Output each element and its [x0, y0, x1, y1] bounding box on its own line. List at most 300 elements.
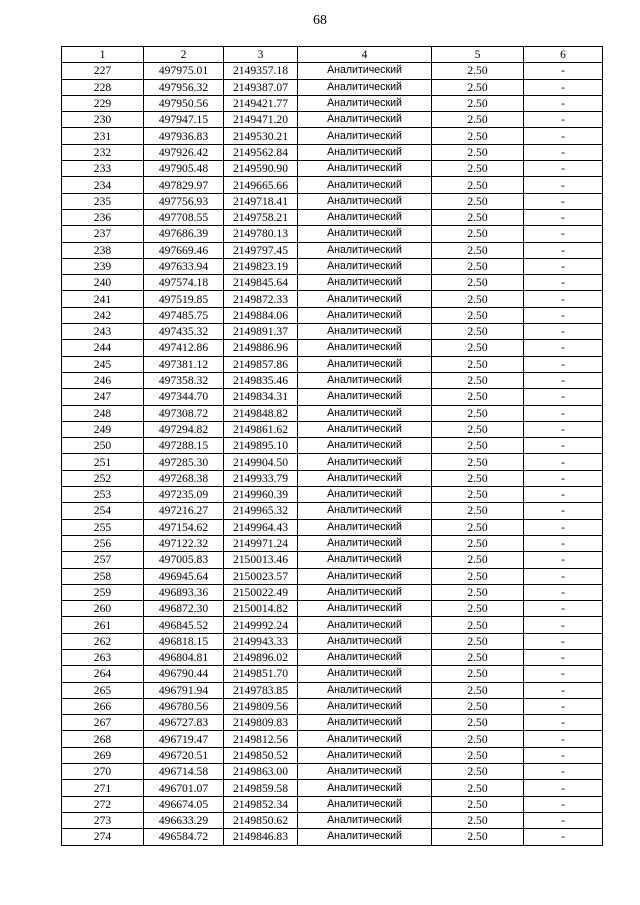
y-coordinate-cell: 2149718.41 — [224, 193, 298, 209]
y-coordinate-cell: 2149863.00 — [224, 764, 298, 780]
y-coordinate-cell: 2149857.86 — [224, 356, 298, 372]
point-number-cell: 248 — [62, 405, 144, 421]
description-cell: - — [524, 682, 603, 698]
y-coordinate-cell: 2150023.57 — [224, 568, 298, 584]
table-row — [62, 666, 603, 682]
method-cell: Аналитический — [298, 112, 432, 128]
point-number-cell: 254 — [62, 503, 144, 519]
y-coordinate-cell: 2149896.02 — [224, 649, 298, 665]
precision-cell: 2.50 — [432, 601, 524, 617]
point-number-cell: 268 — [62, 731, 144, 747]
precision-cell: 2.50 — [432, 584, 524, 600]
precision-cell: 2.50 — [432, 812, 524, 828]
precision-cell: 2.50 — [432, 258, 524, 274]
description-cell: - — [524, 780, 603, 796]
description-cell: - — [524, 649, 603, 665]
point-number-cell: 259 — [62, 584, 144, 600]
precision-cell: 2.50 — [432, 796, 524, 812]
point-number-cell: 269 — [62, 747, 144, 763]
table-row — [62, 340, 603, 356]
precision-cell: 2.50 — [432, 682, 524, 698]
method-cell: Аналитический — [298, 63, 432, 79]
column-header-3: 3 — [224, 47, 298, 63]
x-coordinate-cell: 497485.75 — [144, 307, 224, 323]
point-number-cell: 265 — [62, 682, 144, 698]
method-cell: Аналитический — [298, 584, 432, 600]
table-row — [62, 633, 603, 649]
y-coordinate-cell: 2149809.83 — [224, 715, 298, 731]
precision-cell: 2.50 — [432, 829, 524, 845]
point-number-cell: 231 — [62, 128, 144, 144]
point-number-cell: 247 — [62, 389, 144, 405]
x-coordinate-cell: 496701.07 — [144, 780, 224, 796]
y-coordinate-cell: 2149562.84 — [224, 144, 298, 160]
y-coordinate-cell: 2149852.34 — [224, 796, 298, 812]
point-number-cell: 257 — [62, 552, 144, 568]
precision-cell: 2.50 — [432, 405, 524, 421]
y-coordinate-cell: 2149809.56 — [224, 698, 298, 714]
table-row — [62, 649, 603, 665]
precision-cell: 2.50 — [432, 487, 524, 503]
description-cell: - — [524, 193, 603, 209]
method-cell: Аналитический — [298, 666, 432, 682]
point-number-cell: 252 — [62, 470, 144, 486]
precision-cell: 2.50 — [432, 519, 524, 535]
x-coordinate-cell: 496845.52 — [144, 617, 224, 633]
precision-cell: 2.50 — [432, 95, 524, 111]
x-coordinate-cell: 497005.83 — [144, 552, 224, 568]
x-coordinate-cell: 496720.51 — [144, 747, 224, 763]
point-number-cell: 233 — [62, 161, 144, 177]
method-cell: Аналитический — [298, 128, 432, 144]
method-cell: Аналитический — [298, 568, 432, 584]
precision-cell: 2.50 — [432, 79, 524, 95]
point-number-cell: 232 — [62, 144, 144, 160]
precision-cell: 2.50 — [432, 747, 524, 763]
y-coordinate-cell: 2149471.20 — [224, 112, 298, 128]
table-row — [62, 503, 603, 519]
description-cell: - — [524, 812, 603, 828]
table-row — [62, 372, 603, 388]
point-number-cell: 271 — [62, 780, 144, 796]
y-coordinate-cell: 2149780.13 — [224, 226, 298, 242]
method-cell: Аналитический — [298, 438, 432, 454]
point-number-cell: 274 — [62, 829, 144, 845]
method-cell: Аналитический — [298, 552, 432, 568]
x-coordinate-cell: 497358.32 — [144, 372, 224, 388]
y-coordinate-cell: 2149665.66 — [224, 177, 298, 193]
precision-cell: 2.50 — [432, 144, 524, 160]
x-coordinate-cell: 497235.09 — [144, 487, 224, 503]
description-cell: - — [524, 242, 603, 258]
description-cell: - — [524, 63, 603, 79]
y-coordinate-cell: 2149960.39 — [224, 487, 298, 503]
precision-cell: 2.50 — [432, 454, 524, 470]
description-cell: - — [524, 487, 603, 503]
precision-cell: 2.50 — [432, 161, 524, 177]
precision-cell: 2.50 — [432, 535, 524, 551]
table-row — [62, 731, 603, 747]
x-coordinate-cell: 497519.85 — [144, 291, 224, 307]
precision-cell: 2.50 — [432, 356, 524, 372]
x-coordinate-cell: 496633.29 — [144, 812, 224, 828]
y-coordinate-cell: 2149812.56 — [224, 731, 298, 747]
table-row — [62, 226, 603, 242]
y-coordinate-cell: 2150022.49 — [224, 584, 298, 600]
table-row — [62, 242, 603, 258]
table-row — [62, 291, 603, 307]
method-cell: Аналитический — [298, 470, 432, 486]
point-number-cell: 267 — [62, 715, 144, 731]
point-number-cell: 240 — [62, 275, 144, 291]
table-row — [62, 405, 603, 421]
table-row — [62, 307, 603, 323]
x-coordinate-cell: 497154.62 — [144, 519, 224, 535]
description-cell: - — [524, 389, 603, 405]
description-cell: - — [524, 438, 603, 454]
point-number-cell: 273 — [62, 812, 144, 828]
table-row — [62, 519, 603, 535]
y-coordinate-cell: 2149861.62 — [224, 421, 298, 437]
table-row — [62, 812, 603, 828]
point-number-cell: 238 — [62, 242, 144, 258]
point-number-cell: 272 — [62, 796, 144, 812]
y-coordinate-cell: 2149965.32 — [224, 503, 298, 519]
method-cell: Аналитический — [298, 747, 432, 763]
table-row — [62, 356, 603, 372]
method-cell: Аналитический — [298, 454, 432, 470]
table-row — [62, 421, 603, 437]
x-coordinate-cell: 497308.72 — [144, 405, 224, 421]
y-coordinate-cell: 2149933.79 — [224, 470, 298, 486]
method-cell: Аналитический — [298, 177, 432, 193]
method-cell: Аналитический — [298, 356, 432, 372]
description-cell: - — [524, 128, 603, 144]
x-coordinate-cell: 497905.48 — [144, 161, 224, 177]
x-coordinate-cell: 497956.32 — [144, 79, 224, 95]
method-cell: Аналитический — [298, 780, 432, 796]
y-coordinate-cell: 2149891.37 — [224, 324, 298, 340]
description-cell: - — [524, 356, 603, 372]
description-cell: - — [524, 552, 603, 568]
description-cell: - — [524, 470, 603, 486]
x-coordinate-cell: 497216.27 — [144, 503, 224, 519]
description-cell: - — [524, 177, 603, 193]
method-cell: Аналитический — [298, 193, 432, 209]
precision-cell: 2.50 — [432, 649, 524, 665]
description-cell: - — [524, 291, 603, 307]
method-cell: Аналитический — [298, 291, 432, 307]
table-row — [62, 617, 603, 633]
y-coordinate-cell: 2149850.62 — [224, 812, 298, 828]
method-cell: Аналитический — [298, 405, 432, 421]
precision-cell: 2.50 — [432, 421, 524, 437]
x-coordinate-cell: 496727.83 — [144, 715, 224, 731]
table-row — [62, 487, 603, 503]
precision-cell: 2.50 — [432, 731, 524, 747]
description-cell: - — [524, 584, 603, 600]
coordinates-table — [61, 46, 603, 846]
x-coordinate-cell: 497936.83 — [144, 128, 224, 144]
point-number-cell: 261 — [62, 617, 144, 633]
point-number-cell: 263 — [62, 649, 144, 665]
point-number-cell: 270 — [62, 764, 144, 780]
precision-cell: 2.50 — [432, 438, 524, 454]
column-header-5: 5 — [432, 47, 524, 63]
method-cell: Аналитический — [298, 812, 432, 828]
point-number-cell: 251 — [62, 454, 144, 470]
x-coordinate-cell: 497435.32 — [144, 324, 224, 340]
y-coordinate-cell: 2150014.82 — [224, 601, 298, 617]
precision-cell: 2.50 — [432, 63, 524, 79]
point-number-cell: 244 — [62, 340, 144, 356]
method-cell: Аналитический — [298, 79, 432, 95]
x-coordinate-cell: 496818.15 — [144, 633, 224, 649]
method-cell: Аналитический — [298, 95, 432, 111]
precision-cell: 2.50 — [432, 324, 524, 340]
point-number-cell: 229 — [62, 95, 144, 111]
table-row — [62, 177, 603, 193]
method-cell: Аналитический — [298, 275, 432, 291]
method-cell: Аналитический — [298, 226, 432, 242]
point-number-cell: 258 — [62, 568, 144, 584]
table-row — [62, 454, 603, 470]
table-row — [62, 63, 603, 79]
point-number-cell: 242 — [62, 307, 144, 323]
table-row — [62, 601, 603, 617]
description-cell: - — [524, 519, 603, 535]
method-cell: Аналитический — [298, 503, 432, 519]
table-row — [62, 112, 603, 128]
table-row — [62, 715, 603, 731]
y-coordinate-cell: 2149904.50 — [224, 454, 298, 470]
description-cell: - — [524, 568, 603, 584]
x-coordinate-cell: 497288.15 — [144, 438, 224, 454]
point-number-cell: 245 — [62, 356, 144, 372]
x-coordinate-cell: 497285.30 — [144, 454, 224, 470]
x-coordinate-cell: 496791.94 — [144, 682, 224, 698]
table-row — [62, 144, 603, 160]
method-cell: Аналитический — [298, 340, 432, 356]
method-cell: Аналитический — [298, 829, 432, 845]
precision-cell: 2.50 — [432, 780, 524, 796]
table-row — [62, 470, 603, 486]
y-coordinate-cell: 2149895.10 — [224, 438, 298, 454]
table-row — [62, 79, 603, 95]
y-coordinate-cell: 2149590.90 — [224, 161, 298, 177]
x-coordinate-cell: 497381.12 — [144, 356, 224, 372]
x-coordinate-cell: 497669.46 — [144, 242, 224, 258]
table-row — [62, 258, 603, 274]
point-number-cell: 236 — [62, 209, 144, 225]
x-coordinate-cell: 496719.47 — [144, 731, 224, 747]
x-coordinate-cell: 497268.38 — [144, 470, 224, 486]
precision-cell: 2.50 — [432, 617, 524, 633]
method-cell: Аналитический — [298, 209, 432, 225]
point-number-cell: 250 — [62, 438, 144, 454]
description-cell: - — [524, 764, 603, 780]
table-row — [62, 780, 603, 796]
y-coordinate-cell: 2149845.64 — [224, 275, 298, 291]
precision-cell: 2.50 — [432, 340, 524, 356]
y-coordinate-cell: 2149848.82 — [224, 405, 298, 421]
x-coordinate-cell: 497294.82 — [144, 421, 224, 437]
x-coordinate-cell: 497122.32 — [144, 535, 224, 551]
y-coordinate-cell: 2149387.07 — [224, 79, 298, 95]
description-cell: - — [524, 95, 603, 111]
x-coordinate-cell: 497926.42 — [144, 144, 224, 160]
table-row — [62, 584, 603, 600]
method-cell: Аналитический — [298, 535, 432, 551]
table-row — [62, 552, 603, 568]
table-row — [62, 389, 603, 405]
point-number-cell: 234 — [62, 177, 144, 193]
method-cell: Аналитический — [298, 649, 432, 665]
x-coordinate-cell: 496780.56 — [144, 698, 224, 714]
description-cell: - — [524, 796, 603, 812]
description-cell: - — [524, 535, 603, 551]
point-number-cell: 235 — [62, 193, 144, 209]
precision-cell: 2.50 — [432, 503, 524, 519]
y-coordinate-cell: 2149971.24 — [224, 535, 298, 551]
x-coordinate-cell: 496714.58 — [144, 764, 224, 780]
page-number: 68 — [313, 13, 327, 28]
column-header-4: 4 — [298, 47, 432, 63]
precision-cell: 2.50 — [432, 128, 524, 144]
y-coordinate-cell: 2149859.58 — [224, 780, 298, 796]
table-row — [62, 275, 603, 291]
method-cell: Аналитический — [298, 796, 432, 812]
description-cell: - — [524, 209, 603, 225]
method-cell: Аналитический — [298, 715, 432, 731]
y-coordinate-cell: 2149530.21 — [224, 128, 298, 144]
y-coordinate-cell: 2149886.96 — [224, 340, 298, 356]
description-cell: - — [524, 405, 603, 421]
column-header-6: 6 — [524, 47, 603, 63]
description-cell: - — [524, 503, 603, 519]
table-row — [62, 682, 603, 698]
table-row — [62, 829, 603, 845]
x-coordinate-cell: 497947.15 — [144, 112, 224, 128]
precision-cell: 2.50 — [432, 715, 524, 731]
description-cell: - — [524, 454, 603, 470]
method-cell: Аналитический — [298, 731, 432, 747]
y-coordinate-cell: 2149783.85 — [224, 682, 298, 698]
table-row — [62, 438, 603, 454]
description-cell: - — [524, 161, 603, 177]
table-row — [62, 209, 603, 225]
precision-cell: 2.50 — [432, 666, 524, 682]
x-coordinate-cell: 496945.64 — [144, 568, 224, 584]
precision-cell: 2.50 — [432, 470, 524, 486]
x-coordinate-cell: 496674.05 — [144, 796, 224, 812]
table-row — [62, 324, 603, 340]
table-row — [62, 535, 603, 551]
y-coordinate-cell: 2149992.24 — [224, 617, 298, 633]
precision-cell: 2.50 — [432, 372, 524, 388]
method-cell: Аналитический — [298, 258, 432, 274]
x-coordinate-cell: 497829.97 — [144, 177, 224, 193]
x-coordinate-cell: 497686.39 — [144, 226, 224, 242]
y-coordinate-cell: 2149964.43 — [224, 519, 298, 535]
point-number-cell: 266 — [62, 698, 144, 714]
x-coordinate-cell: 497975.01 — [144, 63, 224, 79]
point-number-cell: 253 — [62, 487, 144, 503]
description-cell: - — [524, 258, 603, 274]
method-cell: Аналитический — [298, 487, 432, 503]
point-number-cell: 230 — [62, 112, 144, 128]
method-cell: Аналитический — [298, 161, 432, 177]
x-coordinate-cell: 496872.30 — [144, 601, 224, 617]
description-cell: - — [524, 829, 603, 845]
table-header-row — [62, 47, 603, 63]
precision-cell: 2.50 — [432, 552, 524, 568]
precision-cell: 2.50 — [432, 568, 524, 584]
y-coordinate-cell: 2149357.18 — [224, 63, 298, 79]
y-coordinate-cell: 2150013.46 — [224, 552, 298, 568]
precision-cell: 2.50 — [432, 275, 524, 291]
point-number-cell: 264 — [62, 666, 144, 682]
method-cell: Аналитический — [298, 421, 432, 437]
description-cell: - — [524, 307, 603, 323]
table-row — [62, 161, 603, 177]
description-cell: - — [524, 226, 603, 242]
method-cell: Аналитический — [298, 633, 432, 649]
point-number-cell: 246 — [62, 372, 144, 388]
x-coordinate-cell: 496790.44 — [144, 666, 224, 682]
description-cell: - — [524, 324, 603, 340]
x-coordinate-cell: 497574.18 — [144, 275, 224, 291]
precision-cell: 2.50 — [432, 698, 524, 714]
x-coordinate-cell: 496804.81 — [144, 649, 224, 665]
y-coordinate-cell: 2149797.45 — [224, 242, 298, 258]
point-number-cell: 262 — [62, 633, 144, 649]
method-cell: Аналитический — [298, 601, 432, 617]
description-cell: - — [524, 601, 603, 617]
method-cell: Аналитический — [298, 307, 432, 323]
description-cell: - — [524, 144, 603, 160]
x-coordinate-cell: 497756.93 — [144, 193, 224, 209]
description-cell: - — [524, 698, 603, 714]
description-cell: - — [524, 633, 603, 649]
x-coordinate-cell: 496584.72 — [144, 829, 224, 845]
description-cell: - — [524, 275, 603, 291]
table-row — [62, 193, 603, 209]
y-coordinate-cell: 2149835.46 — [224, 372, 298, 388]
point-number-cell: 255 — [62, 519, 144, 535]
table-row — [62, 796, 603, 812]
x-coordinate-cell: 497633.94 — [144, 258, 224, 274]
point-number-cell: 256 — [62, 535, 144, 551]
precision-cell: 2.50 — [432, 291, 524, 307]
y-coordinate-cell: 2149850.52 — [224, 747, 298, 763]
precision-cell: 2.50 — [432, 307, 524, 323]
description-cell: - — [524, 421, 603, 437]
y-coordinate-cell: 2149846.83 — [224, 829, 298, 845]
table-row — [62, 95, 603, 111]
column-header-2: 2 — [144, 47, 224, 63]
x-coordinate-cell: 497950.56 — [144, 95, 224, 111]
column-header-1: 1 — [62, 47, 144, 63]
y-coordinate-cell: 2149943.33 — [224, 633, 298, 649]
method-cell: Аналитический — [298, 682, 432, 698]
y-coordinate-cell: 2149421.77 — [224, 95, 298, 111]
precision-cell: 2.50 — [432, 764, 524, 780]
precision-cell: 2.50 — [432, 177, 524, 193]
y-coordinate-cell: 2149872.33 — [224, 291, 298, 307]
method-cell: Аналитический — [298, 617, 432, 633]
description-cell: - — [524, 747, 603, 763]
